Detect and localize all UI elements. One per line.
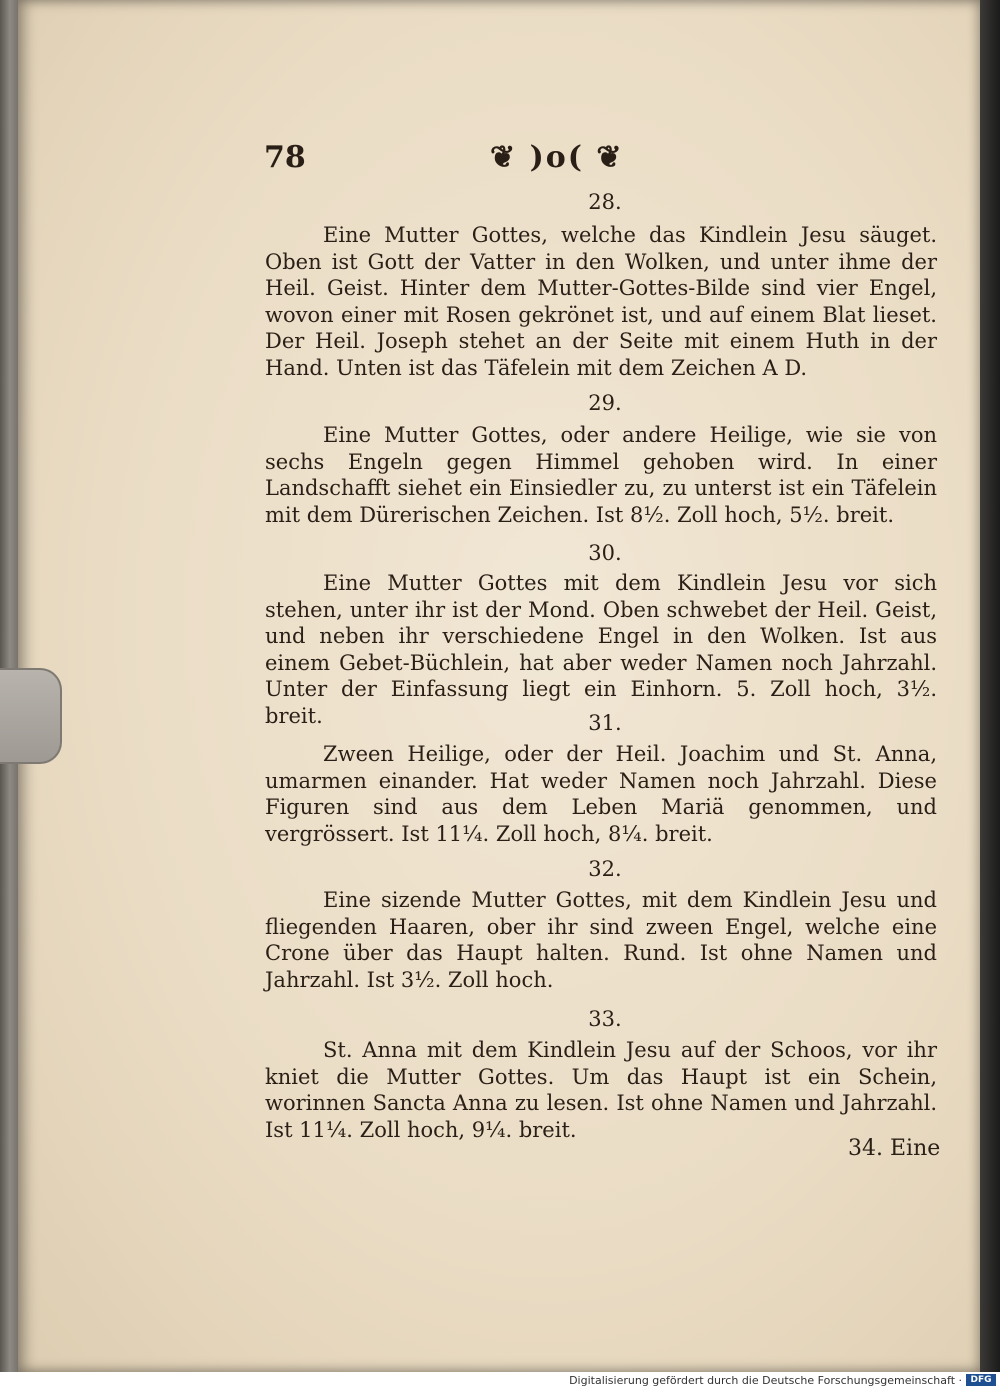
catchword: 34. Eine [848, 1136, 941, 1161]
entry-text: St. Anna mit dem Kindlein Jesu auf der Schoos, vor ihr kniet die Mutter Gottes. Um das Haupt ist ein Schein, worinnen Sancta Anna zu lesen. Ist ohne Namen und Jahrzahl. Ist 11¼. Zoll hoch, 9¼. breit. [265, 1038, 937, 1142]
entry-text: Eine Mutter Gottes mit dem Kindlein Jesu vor sich stehen, unter ihr ist der Mond. Oben schwebet der Heil. Geist, und neben ihr verschiedene Engel in den Wolken. Ist aus einem Gebet-Büchlein, hat aber weder Namen noch Jahrzahl. Unter der Einfassung liegt ein Einhorn. 5. Zoll hoch, 3½. breit. [265, 571, 937, 728]
page-header [260, 140, 940, 180]
page-shadow [980, 0, 1000, 1372]
entry-number: 31. [588, 711, 622, 735]
entry-number: 30. [588, 541, 622, 565]
entry-text: Eine sizende Mutter Gottes, mit dem Kindlein Jesu und fliegenden Haaren, ober ihr sind zween Engel, welche eine Crone über das Haupt halten. Rund. Ist ohne Namen und Jahrzahl. Ist 3½. Zoll hoch. [265, 888, 937, 992]
funding-credit: Digitalisierung gefördert durch die Deutsche Forschungsgemeinschaft · [569, 1374, 962, 1387]
entry-text: Zween Heilige, oder der Heil. Joachim und St. Anna, umarmen einander. Hat weder Namen noch Jahrzahl. Diese Figuren sind aus dem Leben Mariä genommen, und vergrössert. Ist 11¼. Zoll hoch, 8¼. breit. [265, 742, 937, 846]
entry-number: 32. [588, 857, 622, 881]
entry-number: 33. [588, 1007, 622, 1031]
footer-bar [0, 1372, 1000, 1389]
entry-number: 29. [588, 391, 622, 415]
entry-number: 28. [588, 190, 622, 214]
header-ornament: ❦ )o( ❦ [490, 140, 624, 175]
entry-text: Eine Mutter Gottes, welche das Kindlein Jesu säuget. Oben ist Gott der Vatter in den Wolken, und unter ihme der Heil. Geist. Hinter dem Mutter-Gottes-Bilde sind vier Engel, wovon einer mit Rosen gekrönet ist, und auf einem Blat lieset. Der Heil. Joseph stehet an der Seite mit einem Huth in der Hand. Unten ist das Täfelein mit dem Zeichen A D. [265, 223, 937, 380]
entry-text: Eine Mutter Gottes, oder andere Heilige, wie sie von sechs Engeln gegen Himmel gehoben wird. In einer Landschafft siehet ein Einsiedler zu, zu unterst ist ein Täfelein mit dem Dürerischen Zeichen. Ist 8½. Zoll hoch, 5½. breit. [265, 423, 937, 527]
page-clip [0, 668, 62, 764]
page-number: 78 [264, 140, 306, 175]
dfg-logo: DFG [966, 1374, 996, 1386]
